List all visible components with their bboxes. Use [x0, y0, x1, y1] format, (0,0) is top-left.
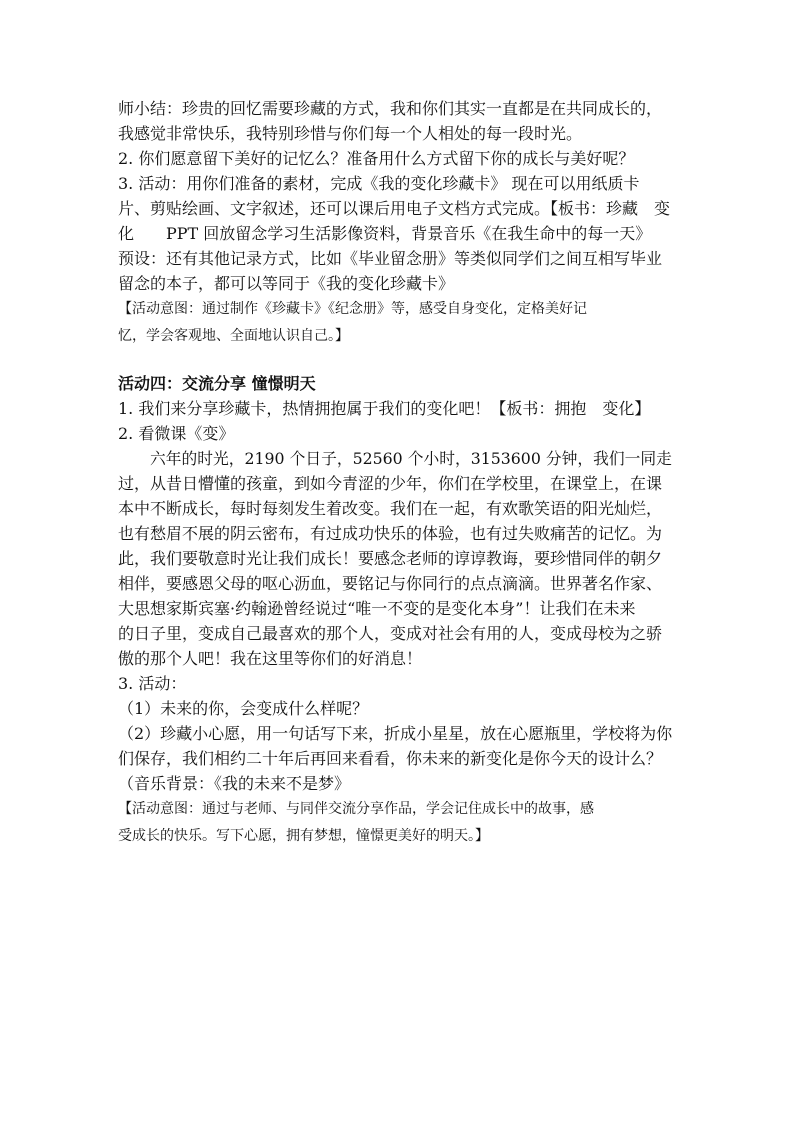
sub-item-2-line-2: 们保存，我们相约二十年后再回来看看，你未来的新变化是你今天的设计么？: [118, 749, 663, 768]
activity-3-line-3: 化 PPT 回放留念学习生活影像资料，背景音乐《在我生命中的每一天》: [118, 224, 652, 243]
micro-lesson-paragraph-line: 的日子里，变成自己最喜欢的那个人，变成对社会有用的人，变成母校为之骄: [118, 624, 663, 643]
activity-intent-3-line-1: 【活动意图：通过制作《珍藏卡》《纪念册》等，感受自身变化，定格美好记: [118, 301, 587, 317]
section-4-item-1: 1. 我们来分享珍藏卡，热情拥抱属于我们的变化吧！【板书：拥抱 变化】: [118, 399, 651, 418]
music-background: （音乐背景：《我的未来不是梦》: [118, 774, 351, 793]
activity-3-line-1: 3. 活动：用你们准备的素材，完成《我的变化珍藏卡》 现在可以用纸质卡: [118, 174, 640, 193]
micro-lesson-paragraph-line: 此，我们要敬意时光让我们成长！要感念老师的谆谆教诲，要珍惜同伴的朝夕: [118, 549, 663, 568]
micro-lesson-paragraph-line: 六年的时光，2190 个日子，52560 个小时，3153600 分钟，我们一同走: [150, 449, 672, 468]
section-4-item-2: 2. 看微课《变》: [118, 424, 235, 443]
section-4-item-3: 3. 活动：: [118, 674, 187, 693]
micro-lesson-paragraph-line: 相伴，要感恩父母的呕心沥血，要铭记与你同行的点点滴滴。世界著名作家、: [118, 574, 663, 593]
micro-lesson-paragraph-line: 也有愁眉不展的阴云密布，有过成功快乐的体验，也有过失败痛苦的记忆。为: [118, 524, 663, 543]
activity-intent-3-line-2: 忆，学会客观地、全面地认识自己。】: [118, 328, 349, 344]
sub-item-1: （1）未来的你，会变成什么样呢？: [118, 699, 369, 718]
sub-item-2-line-1: （2）珍藏小心愿，用一句话写下来，折成小星星，放在心愿瓶里，学校将为你: [118, 724, 673, 743]
teacher-summary-line-2: 我感觉非常快乐，我特别珍惜与你们每一个人相处的每一段时光。: [118, 124, 583, 143]
preset-line-2: 留念的本子，都可以等同于《我的变化珍藏卡》: [118, 274, 455, 293]
section-gap: [118, 350, 678, 371]
section-4-heading: 活动四：交流分享 憧憬明天: [118, 374, 316, 393]
micro-lesson-paragraph-line: 大思想家斯宾塞·约翰逊曾经说过“唯一不变的是变化本身”！让我们在未来: [118, 599, 636, 618]
teacher-summary-line-1: 师小结：珍贵的回忆需要珍藏的方式，我和你们其实一直都是在共同成长的，: [118, 99, 663, 118]
activity-3-line-2: 片、剪贴绘画、文字叙述，还可以课后用电子文档方式完成。【板书：珍藏 变: [118, 199, 671, 218]
activity-intent-4-line-2: 受成长的快乐。写下心愿，拥有梦想，憧憬更美好的明天。】: [118, 828, 489, 844]
activity-intent-4-line-1: 【活动意图：通过与老师、与同伴交流分享作品，学会记住成长中的故事，感: [118, 801, 594, 817]
micro-lesson-paragraph-line: 过，从昔日懵懂的孩童，到如今青涩的少年，你们在学校里，在课堂上，在课: [118, 474, 663, 493]
preset-line-1: 预设：还有其他记录方式，比如《毕业留念册》等类似同学们之间互相写毕业: [118, 249, 663, 268]
micro-lesson-paragraph-line: 傲的那个人吧！我在这里等你们的好消息！: [118, 649, 423, 668]
document-page: [118, 96, 678, 850]
question-2: 2. 你们愿意留下美好的记忆么？准备用什么方式留下你的成长与美好呢？: [118, 149, 635, 168]
micro-lesson-paragraph-line: 本中不断成长，每时每刻发生着改变。我们在一起，有欢歌笑语的阳光灿烂，: [118, 499, 663, 518]
